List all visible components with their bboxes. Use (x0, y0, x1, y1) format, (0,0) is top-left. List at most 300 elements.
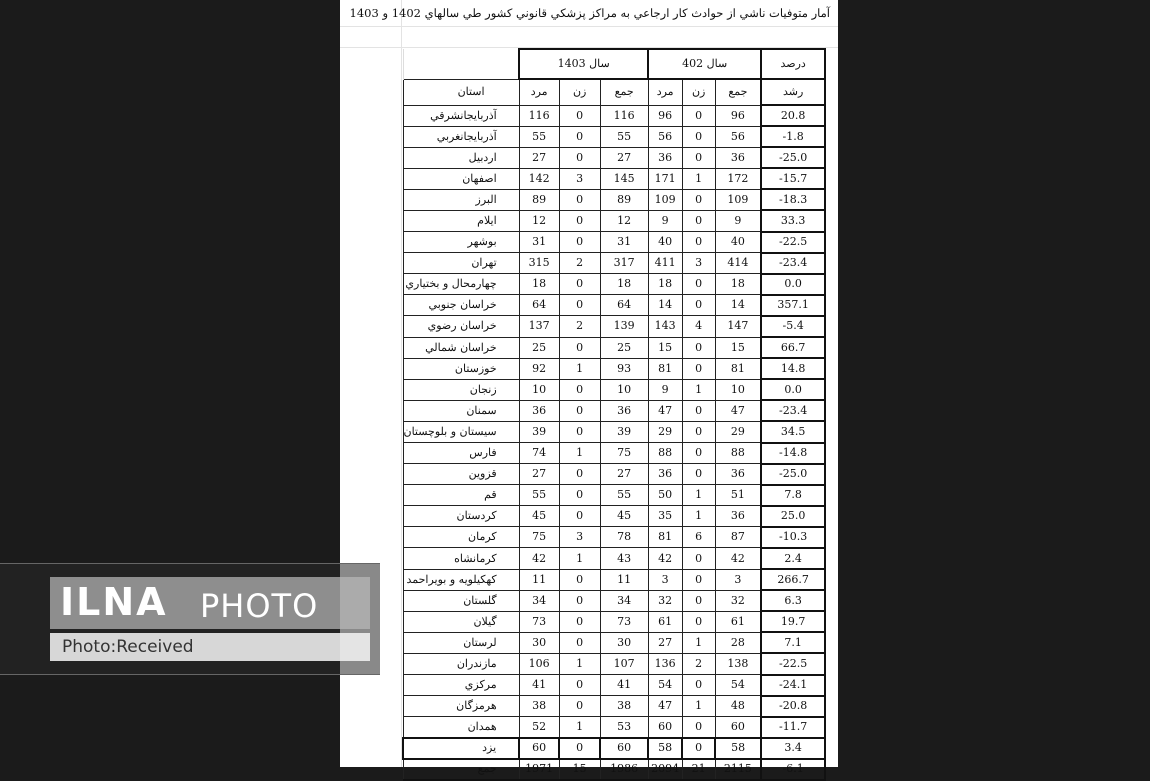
province-cell: گلستان (403, 590, 519, 611)
year-1403-header: سال 1403 (519, 49, 648, 79)
men-1403-cell: 60 (519, 738, 559, 759)
growth-cell: 7.1 (761, 632, 825, 653)
growth-cell: 66.7 (761, 337, 825, 358)
growth-cell: -1.8 (761, 126, 825, 147)
growth-cell: 19.7 (761, 611, 825, 632)
total-1402-cell: 81 (715, 358, 761, 379)
table-row (403, 611, 825, 632)
women-1403-cell: 1 (559, 548, 600, 569)
document-title: آمار متوفيات ناشي از حوادث كار ارجاعي به مراكز پزشكي قانوني كشور طي سالهاي 1402 و 1403 (349, 6, 830, 20)
men-1402-cell: 50 (648, 485, 682, 506)
growth-cell: 6.3 (761, 590, 825, 611)
total-1402-header: جمع (715, 79, 761, 105)
men-1402-cell: 36 (648, 464, 682, 485)
total-1403-cell: 75 (600, 443, 648, 464)
growth-cell: -5.4 (761, 316, 825, 337)
women-1402-cell: 0 (682, 400, 715, 421)
men-1402-cell: 136 (648, 653, 682, 674)
women-1403-cell: 1 (559, 443, 600, 464)
table-row (403, 653, 825, 674)
women-1402-cell: 0 (682, 569, 715, 590)
brand-logo-text: ILNA (60, 580, 168, 624)
total-1403-cell: 39 (600, 421, 648, 442)
total-1403-cell: 55 (600, 126, 648, 147)
women-1402-cell: 0 (682, 717, 715, 738)
men-1402-cell: 29 (648, 421, 682, 442)
men-1402-cell: 27 (648, 632, 682, 653)
men-1403-cell: 38 (519, 696, 559, 717)
total-1402-cell: 61 (715, 611, 761, 632)
total-1403-cell: 25 (600, 337, 648, 358)
table-row (403, 464, 825, 485)
total-1403-cell: 89 (600, 189, 648, 210)
total-1402-cell: 15 (715, 337, 761, 358)
total-1402-cell: 36 (715, 506, 761, 527)
men-1402-cell: 109 (648, 189, 682, 210)
province-cell: تهران (403, 253, 519, 274)
table-row (403, 189, 825, 210)
women-1402-cell: 0 (682, 464, 715, 485)
province-cell: قم (403, 485, 519, 506)
women-1403-cell: 0 (559, 611, 600, 632)
province-cell: ايلام (403, 210, 519, 231)
women-1402-cell: 0 (682, 210, 715, 231)
total-1402-cell: 96 (715, 105, 761, 126)
table-row (403, 379, 825, 400)
province-cell: بوشهر (403, 232, 519, 253)
province-cell: قزوين (403, 464, 519, 485)
women-1403-cell: 0 (559, 738, 600, 759)
men-1402-cell: 47 (648, 400, 682, 421)
women-1402-cell: 1 (682, 485, 715, 506)
women-1402-header: زن (682, 79, 715, 105)
women-1403-header: زن (559, 79, 600, 105)
total-1403-cell: 73 (600, 611, 648, 632)
growth-cell: -22.5 (761, 232, 825, 253)
total-1402-cell: 147 (715, 316, 761, 337)
total-1402-cell: 87 (715, 527, 761, 548)
total-1403-cell: 41 (600, 675, 648, 696)
women-1403-cell: 0 (559, 274, 600, 295)
total-1402-cell: 56 (715, 126, 761, 147)
men-1403-cell: 34 (519, 590, 559, 611)
province-cell: كرمانشاه (403, 548, 519, 569)
growth-cell: -25.0 (761, 147, 825, 168)
watermark-credit-band (50, 633, 370, 661)
total-1403-cell: 53 (600, 717, 648, 738)
total-1403-cell: 27 (600, 147, 648, 168)
total-1402-cell: 47 (715, 400, 761, 421)
women-1402-cell: 0 (682, 105, 715, 126)
province-cell: همدان (403, 717, 519, 738)
men-1402-cell: 9 (648, 210, 682, 231)
growth-cell: 25.0 (761, 506, 825, 527)
total-1403-cell: 1986 (600, 759, 648, 780)
table-row (403, 569, 825, 590)
men-1402-cell: 81 (648, 358, 682, 379)
men-1402-cell: 54 (648, 675, 682, 696)
growth-cell: 266.7 (761, 569, 825, 590)
growth-cell: -10.3 (761, 527, 825, 548)
total-1403-cell: 107 (600, 653, 648, 674)
growth-cell: 14.8 (761, 358, 825, 379)
growth-cell: 20.8 (761, 105, 825, 126)
women-1403-cell: 0 (559, 337, 600, 358)
growth-cell: 34.5 (761, 421, 825, 442)
total-1402-cell: 60 (715, 717, 761, 738)
men-1403-cell: 12 (519, 210, 559, 231)
table-row (403, 358, 825, 379)
total-1403-cell: 34 (600, 590, 648, 611)
men-1402-cell: 32 (648, 590, 682, 611)
women-1402-cell: 0 (682, 232, 715, 253)
total-1402-cell: 88 (715, 443, 761, 464)
total-1402-cell: 3 (715, 569, 761, 590)
spreadsheet-page (340, 0, 838, 776)
table-row (403, 126, 825, 147)
women-1402-cell: 21 (682, 759, 715, 780)
total-1403-cell: 30 (600, 632, 648, 653)
women-1403-cell: 0 (559, 189, 600, 210)
men-1402-cell: 60 (648, 717, 682, 738)
table-row (403, 253, 825, 274)
men-1403-cell: 55 (519, 126, 559, 147)
women-1402-cell: 1 (682, 379, 715, 400)
table-row (403, 337, 825, 358)
total-1403-cell: 45 (600, 506, 648, 527)
men-1402-cell: 58 (648, 738, 682, 759)
women-1403-cell: 0 (559, 485, 600, 506)
women-1402-cell: 1 (682, 632, 715, 653)
men-1403-cell: 89 (519, 189, 559, 210)
growth-cell: -20.8 (761, 696, 825, 717)
table-row (403, 147, 825, 168)
photo-credit: Photo:Received (62, 637, 194, 657)
province-cell: سيستان و بلوچستان (403, 421, 519, 442)
province-cell: هرمزگان (403, 696, 519, 717)
women-1403-cell: 0 (559, 147, 600, 168)
brand-photo-text: PHOTO (200, 587, 319, 625)
women-1402-cell: 0 (682, 548, 715, 569)
men-1403-cell: 39 (519, 421, 559, 442)
table-row (403, 548, 825, 569)
women-1402-cell: 0 (682, 590, 715, 611)
men-1403-cell: 31 (519, 232, 559, 253)
women-1403-cell: 0 (559, 295, 600, 316)
table-row (403, 421, 825, 442)
province-cell: البرز (403, 189, 519, 210)
total-1402-cell: 42 (715, 548, 761, 569)
women-1403-cell: 0 (559, 105, 600, 126)
men-1402-cell: 411 (648, 253, 682, 274)
men-1403-cell: 10 (519, 379, 559, 400)
men-1402-cell: 96 (648, 105, 682, 126)
women-1403-cell: 0 (559, 232, 600, 253)
total-1403-cell: 55 (600, 485, 648, 506)
women-1403-cell: 3 (559, 168, 600, 189)
total-1403-cell: 18 (600, 274, 648, 295)
growth-cell: 2.4 (761, 548, 825, 569)
table-row (403, 738, 825, 759)
total-1402-cell: 9 (715, 210, 761, 231)
total-1402-cell: 2115 (715, 759, 761, 780)
total-1402-cell: 18 (715, 274, 761, 295)
women-1402-cell: 0 (682, 358, 715, 379)
men-1403-cell: 11 (519, 569, 559, 590)
women-1403-cell: 0 (559, 464, 600, 485)
year-1402-header: سال 402 (648, 49, 761, 79)
women-1402-cell: 3 (682, 253, 715, 274)
table-row (403, 632, 825, 653)
men-1402-cell: 42 (648, 548, 682, 569)
growth-cell: 0.0 (761, 274, 825, 295)
total-1403-cell: 36 (600, 400, 648, 421)
growth-cell: -24.1 (761, 675, 825, 696)
table-row (403, 105, 825, 126)
province-cell: مركزي (403, 675, 519, 696)
total-label-cell: جمع (403, 759, 519, 780)
total-1403-cell: 27 (600, 464, 648, 485)
total-1403-header: جمع (600, 79, 648, 105)
province-cell: مازندران (403, 653, 519, 674)
men-1402-cell: 88 (648, 443, 682, 464)
growth-cell: 3.4 (761, 738, 825, 759)
total-1403-cell: 31 (600, 232, 648, 253)
total-1402-cell: 36 (715, 147, 761, 168)
women-1402-cell: 0 (682, 126, 715, 147)
table-row (403, 590, 825, 611)
women-1403-cell: 2 (559, 253, 600, 274)
total-1402-cell: 32 (715, 590, 761, 611)
men-1402-cell: 47 (648, 696, 682, 717)
total-1403-cell: 10 (600, 379, 648, 400)
women-1402-cell: 0 (682, 421, 715, 442)
growth-cell: -11.7 (761, 717, 825, 738)
table-row (403, 485, 825, 506)
total-1402-cell: 36 (715, 464, 761, 485)
total-1402-cell: 58 (715, 738, 761, 759)
men-1403-cell: 52 (519, 717, 559, 738)
men-1402-cell: 56 (648, 126, 682, 147)
women-1402-cell: 0 (682, 274, 715, 295)
total-1402-cell: 414 (715, 253, 761, 274)
total-1402-cell: 109 (715, 189, 761, 210)
men-1403-cell: 74 (519, 443, 559, 464)
province-cell: يزد (403, 738, 519, 759)
province-cell: سمنان (403, 400, 519, 421)
men-1403-cell: 25 (519, 337, 559, 358)
men-1403-cell: 36 (519, 400, 559, 421)
women-1402-cell: 0 (682, 611, 715, 632)
province-cell: خراسان رضوي (403, 316, 519, 337)
men-1402-cell: 61 (648, 611, 682, 632)
header-row-columns (403, 79, 825, 105)
women-1402-cell: 1 (682, 506, 715, 527)
table-row (403, 168, 825, 189)
total-1402-cell: 28 (715, 632, 761, 653)
watermark-overlay (0, 563, 380, 675)
province-cell: فارس (403, 443, 519, 464)
women-1402-cell: 0 (682, 189, 715, 210)
women-1402-cell: 0 (682, 295, 715, 316)
women-1403-cell: 0 (559, 126, 600, 147)
growth-cell: -23.4 (761, 253, 825, 274)
growth-cell: 33.3 (761, 210, 825, 231)
table-row (403, 717, 825, 738)
growth-cell: -22.5 (761, 653, 825, 674)
total-1402-cell: 10 (715, 379, 761, 400)
province-cell: گيلان (403, 611, 519, 632)
province-cell: آذربايجانشرقي (403, 105, 519, 126)
province-cell: كردستان (403, 506, 519, 527)
watermark-box (50, 577, 370, 661)
men-1403-cell: 18 (519, 274, 559, 295)
men-1403-cell: 27 (519, 464, 559, 485)
total-1403-cell: 116 (600, 105, 648, 126)
women-1402-cell: 2 (682, 653, 715, 674)
women-1402-cell: 0 (682, 147, 715, 168)
header-row-years (403, 49, 825, 79)
province-cell: كهكيلويه و بويراحمد (403, 569, 519, 590)
growth-cell: -25.0 (761, 464, 825, 485)
men-1402-cell: 3 (648, 569, 682, 590)
table-row (403, 527, 825, 548)
growth-cell: -18.3 (761, 189, 825, 210)
women-1403-cell: 0 (559, 590, 600, 611)
men-1403-cell: 315 (519, 253, 559, 274)
growth-cell: -15.7 (761, 168, 825, 189)
men-1402-cell: 36 (648, 147, 682, 168)
men-1402-cell: 40 (648, 232, 682, 253)
total-1403-cell: 93 (600, 358, 648, 379)
total-1402-cell: 29 (715, 421, 761, 442)
province-cell: كرمان (403, 527, 519, 548)
growth-header: رشد (761, 79, 825, 105)
men-1403-cell: 137 (519, 316, 559, 337)
table-row (403, 506, 825, 527)
growth-cell: 0.0 (761, 379, 825, 400)
men-1402-cell: 2094 (648, 759, 682, 780)
province-cell: خوزستان (403, 358, 519, 379)
province-cell: لرستان (403, 632, 519, 653)
percent-header: درصد (761, 49, 825, 79)
women-1403-cell: 0 (559, 632, 600, 653)
province-cell: آذربايجانغربي (403, 126, 519, 147)
women-1403-cell: 0 (559, 210, 600, 231)
total-1402-cell: 14 (715, 295, 761, 316)
growth-cell: 357.1 (761, 295, 825, 316)
women-1403-cell: 0 (559, 506, 600, 527)
table-row (403, 696, 825, 717)
total-1403-cell: 38 (600, 696, 648, 717)
women-1403-cell: 0 (559, 569, 600, 590)
women-1403-cell: 1 (559, 653, 600, 674)
men-1403-cell: 106 (519, 653, 559, 674)
men-1402-cell: 18 (648, 274, 682, 295)
total-1403-cell: 317 (600, 253, 648, 274)
men-1402-header: مرد (648, 79, 682, 105)
table-row (403, 274, 825, 295)
women-1402-cell: 6 (682, 527, 715, 548)
province-header: استان (403, 79, 519, 105)
women-1403-cell: 0 (559, 675, 600, 696)
men-1402-cell: 9 (648, 379, 682, 400)
total-1403-cell: 139 (600, 316, 648, 337)
total-1403-cell: 78 (600, 527, 648, 548)
women-1402-cell: 0 (682, 443, 715, 464)
total-1403-cell: 12 (600, 210, 648, 231)
province-cell: اصفهان (403, 168, 519, 189)
women-1403-cell: 2 (559, 316, 600, 337)
men-1403-cell: 92 (519, 358, 559, 379)
men-1403-cell: 116 (519, 105, 559, 126)
table-row (403, 316, 825, 337)
province-cell: اردبيل (403, 147, 519, 168)
total-1403-cell: 60 (600, 738, 648, 759)
total-row (403, 759, 825, 780)
men-1402-cell: 171 (648, 168, 682, 189)
men-1402-cell: 15 (648, 337, 682, 358)
table-row (403, 295, 825, 316)
province-cell: خراسان شمالي (403, 337, 519, 358)
total-1403-cell: 11 (600, 569, 648, 590)
growth-cell: -6.1 (761, 759, 825, 780)
province-cell: چهارمحال و بختياري (403, 274, 519, 295)
table-row (403, 400, 825, 421)
table-row (403, 232, 825, 253)
men-1402-cell: 35 (648, 506, 682, 527)
province-cell: خراسان جنوبي (403, 295, 519, 316)
women-1403-cell: 0 (559, 379, 600, 400)
men-1403-cell: 27 (519, 147, 559, 168)
men-1403-cell: 41 (519, 675, 559, 696)
data-table (402, 48, 826, 781)
women-1403-cell: 0 (559, 421, 600, 442)
total-1402-cell: 48 (715, 696, 761, 717)
men-1403-cell: 42 (519, 548, 559, 569)
table-row (403, 443, 825, 464)
men-1402-cell: 14 (648, 295, 682, 316)
watermark-brand-band (50, 577, 370, 629)
women-1403-cell: 15 (559, 759, 600, 780)
women-1402-cell: 4 (682, 316, 715, 337)
men-1403-cell: 30 (519, 632, 559, 653)
blank-header-cell (403, 49, 519, 79)
women-1402-cell: 0 (682, 738, 715, 759)
province-cell: زنجان (403, 379, 519, 400)
table-row (403, 210, 825, 231)
women-1403-cell: 3 (559, 527, 600, 548)
total-1403-cell: 145 (600, 168, 648, 189)
women-1403-cell: 0 (559, 400, 600, 421)
total-1402-cell: 54 (715, 675, 761, 696)
men-1403-header: مرد (519, 79, 559, 105)
growth-cell: -23.4 (761, 400, 825, 421)
men-1402-cell: 81 (648, 527, 682, 548)
men-1403-cell: 1971 (519, 759, 559, 780)
women-1403-cell: 1 (559, 717, 600, 738)
men-1402-cell: 143 (648, 316, 682, 337)
women-1402-cell: 1 (682, 168, 715, 189)
growth-cell: 7.8 (761, 485, 825, 506)
men-1403-cell: 75 (519, 527, 559, 548)
women-1403-cell: 1 (559, 358, 600, 379)
total-1402-cell: 172 (715, 168, 761, 189)
women-1402-cell: 0 (682, 337, 715, 358)
total-1403-cell: 43 (600, 548, 648, 569)
men-1403-cell: 55 (519, 485, 559, 506)
women-1402-cell: 1 (682, 696, 715, 717)
